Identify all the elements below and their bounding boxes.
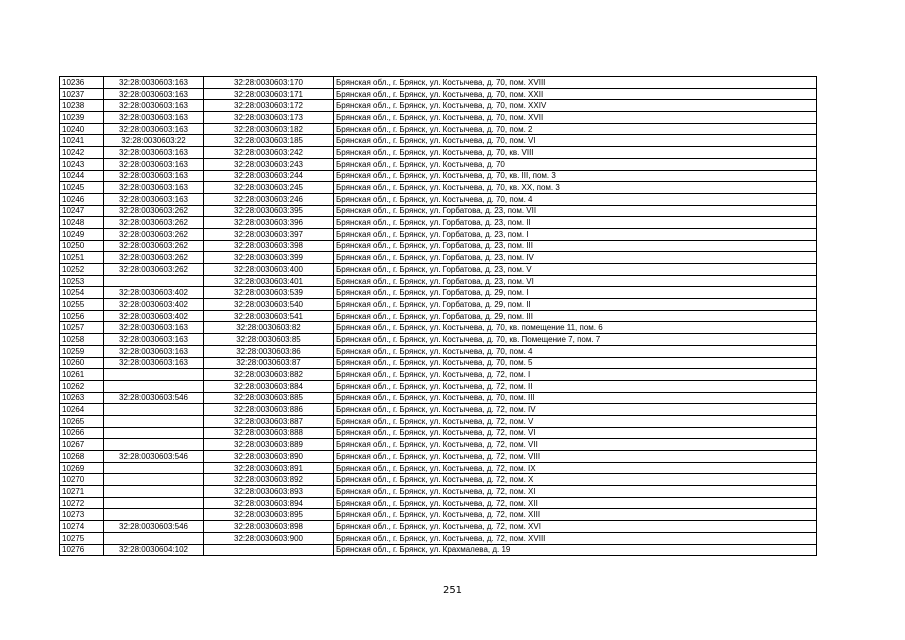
address-cell: Брянская обл., г. Брянск, ул. Костычева, д. 70, кв. помещение 11, пом. 6 (334, 322, 817, 334)
row-number-cell: 10271 (60, 486, 104, 498)
parent-cadastral-number-cell (104, 380, 204, 392)
table-row (60, 264, 817, 276)
address-cell: Брянская обл., г. Брянск, ул. Костычева, д. 70, пом. 5 (334, 357, 817, 369)
cadastral-number-cell: 32:28:0030603:396 (204, 217, 334, 229)
parent-cadastral-number-cell: 32:28:0030603:262 (104, 264, 204, 276)
table-row (60, 462, 817, 474)
table-row (60, 415, 817, 427)
parent-cadastral-number-cell: 32:28:0030603:163 (104, 322, 204, 334)
table-row (60, 392, 817, 404)
parent-cadastral-number-cell (104, 404, 204, 416)
address-cell: Брянская обл., г. Брянск, ул. Костычева, д. 70, пом. XXII (334, 88, 817, 100)
parent-cadastral-number-cell: 32:28:0030603:163 (104, 334, 204, 346)
table-row (60, 205, 817, 217)
parent-cadastral-number-cell (104, 439, 204, 451)
row-number-cell: 10272 (60, 497, 104, 509)
row-number-cell: 10247 (60, 205, 104, 217)
row-number-cell: 10273 (60, 509, 104, 521)
cadastral-number-cell: 32:28:0030603:540 (204, 299, 334, 311)
address-cell: Брянская обл., г. Брянск, ул. Горбатова, д. 23, пом. V (334, 264, 817, 276)
table-row (60, 240, 817, 252)
address-cell: Брянская обл., г. Брянск, ул. Костычева, д. 72, пом. XIII (334, 509, 817, 521)
table-row (60, 100, 817, 112)
cadastral-number-cell: 32:28:0030603:185 (204, 135, 334, 147)
table-row (60, 334, 817, 346)
cadastral-number-cell: 32:28:0030603:172 (204, 100, 334, 112)
parent-cadastral-number-cell: 32:28:0030603:402 (104, 287, 204, 299)
row-number-cell: 10255 (60, 299, 104, 311)
parent-cadastral-number-cell: 32:28:0030603:262 (104, 217, 204, 229)
cadastral-number-cell: 32:28:0030603:246 (204, 193, 334, 205)
cadastral-number-cell: 32:28:0030603:882 (204, 369, 334, 381)
address-cell: Брянская обл., г. Брянск, ул. Костычева, д. 70 (334, 158, 817, 170)
cadastral-number-cell: 32:28:0030603:401 (204, 275, 334, 287)
cadastral-number-cell: 32:28:0030603:171 (204, 88, 334, 100)
address-cell: Брянская обл., г. Брянск, ул. Костычева, д. 72, пом. V (334, 415, 817, 427)
row-number-cell: 10267 (60, 439, 104, 451)
cadastral-number-cell: 32:28:0030603:888 (204, 427, 334, 439)
table-row (60, 310, 817, 322)
row-number-cell: 10262 (60, 380, 104, 392)
table-row (60, 77, 817, 89)
row-number-cell: 10259 (60, 345, 104, 357)
table-row (60, 123, 817, 135)
table-row (60, 380, 817, 392)
row-number-cell: 10243 (60, 158, 104, 170)
table-row (60, 147, 817, 159)
parent-cadastral-number-cell: 32:28:0030603:163 (104, 100, 204, 112)
cadastral-number-cell: 32:28:0030603:894 (204, 497, 334, 509)
table-row (60, 509, 817, 521)
table-row (60, 275, 817, 287)
address-cell: Брянская обл., г. Брянск, ул. Горбатова, д. 23, пом. II (334, 217, 817, 229)
parent-cadastral-number-cell (104, 275, 204, 287)
cadastral-number-cell: 32:28:0030603:182 (204, 123, 334, 135)
address-cell: Брянская обл., г. Брянск, ул. Костычева, д. 70, пом. III (334, 392, 817, 404)
table-row (60, 357, 817, 369)
address-cell: Брянская обл., г. Брянск, ул. Горбатова, д. 29, пом. I (334, 287, 817, 299)
cadastral-number-cell: 32:28:0030603:86 (204, 345, 334, 357)
cadastral-number-cell (204, 544, 334, 556)
parent-cadastral-number-cell: 32:28:0030603:163 (104, 170, 204, 182)
cadastral-number-cell: 32:28:0030603:173 (204, 112, 334, 124)
parent-cadastral-number-cell: 32:28:0030603:546 (104, 521, 204, 533)
table-row (60, 217, 817, 229)
address-cell: Брянская обл., г. Брянск, ул. Горбатова, д. 23, пом. IV (334, 252, 817, 264)
row-number-cell: 10260 (60, 357, 104, 369)
parent-cadastral-number-cell (104, 462, 204, 474)
cadastral-number-cell: 32:28:0030603:893 (204, 486, 334, 498)
address-cell: Брянская обл., г. Брянск, ул. Костычева, д. 72, пом. XI (334, 486, 817, 498)
address-cell: Брянская обл., г. Брянск, ул. Костычева, д. 72, пом. XVI (334, 521, 817, 533)
parent-cadastral-number-cell (104, 486, 204, 498)
table-row (60, 451, 817, 463)
parent-cadastral-number-cell (104, 427, 204, 439)
cadastral-number-cell: 32:28:0030603:243 (204, 158, 334, 170)
table-row (60, 497, 817, 509)
row-number-cell: 10251 (60, 252, 104, 264)
row-number-cell: 10252 (60, 264, 104, 276)
table-row (60, 427, 817, 439)
row-number-cell: 10237 (60, 88, 104, 100)
address-cell: Брянская обл., г. Брянск, ул. Горбатова, д. 23, пом. VII (334, 205, 817, 217)
address-cell: Брянская обл., г. Брянск, ул. Костычева, д. 72, пом. XII (334, 497, 817, 509)
table-row (60, 287, 817, 299)
row-number-cell: 10264 (60, 404, 104, 416)
row-number-cell: 10269 (60, 462, 104, 474)
address-cell: Брянская обл., г. Брянск, ул. Костычева, д. 70, пом. XXIV (334, 100, 817, 112)
table-row (60, 369, 817, 381)
cadastral-number-cell: 32:28:0030603:399 (204, 252, 334, 264)
page-number: 251 (442, 585, 463, 596)
address-cell: Брянская обл., г. Брянск, ул. Горбатова, д. 23, пом. I (334, 228, 817, 240)
cadastral-number-cell: 32:28:0030603:898 (204, 521, 334, 533)
address-cell: Брянская обл., г. Брянск, ул. Костычева, д. 72, пом. X (334, 474, 817, 486)
row-number-cell: 10256 (60, 310, 104, 322)
cadastral-number-cell: 32:28:0030603:398 (204, 240, 334, 252)
address-cell: Брянская обл., г. Брянск, ул. Костычева, д. 72, пом. VIII (334, 451, 817, 463)
parent-cadastral-number-cell: 32:28:0030603:546 (104, 392, 204, 404)
parent-cadastral-number-cell: 32:28:0030603:402 (104, 310, 204, 322)
parent-cadastral-number-cell (104, 369, 204, 381)
parent-cadastral-number-cell: 32:28:0030603:163 (104, 88, 204, 100)
table-row (60, 439, 817, 451)
address-cell: Брянская обл., г. Брянск, ул. Костычева, д. 72, пом. II (334, 380, 817, 392)
row-number-cell: 10263 (60, 392, 104, 404)
row-number-cell: 10268 (60, 451, 104, 463)
row-number-cell: 10238 (60, 100, 104, 112)
cadastral-number-cell: 32:28:0030603:242 (204, 147, 334, 159)
address-cell: Брянская обл., г. Брянск, ул. Костычева, д. 70, пом. XVII (334, 112, 817, 124)
address-cell: Брянская обл., г. Брянск, ул. Костычева, д. 72, пом. IV (334, 404, 817, 416)
table-row (60, 532, 817, 544)
parent-cadastral-number-cell: 32:28:0030603:22 (104, 135, 204, 147)
parent-cadastral-number-cell (104, 509, 204, 521)
cadastral-number-cell: 32:28:0030603:170 (204, 77, 334, 89)
row-number-cell: 10241 (60, 135, 104, 147)
row-number-cell: 10274 (60, 521, 104, 533)
table-row (60, 170, 817, 182)
address-cell: Брянская обл., г. Брянск, ул. Костычева, д. 72, пом. XVIII (334, 532, 817, 544)
table-row (60, 228, 817, 240)
cadastral-number-cell: 32:28:0030603:395 (204, 205, 334, 217)
parent-cadastral-number-cell: 32:28:0030603:262 (104, 252, 204, 264)
row-number-cell: 10249 (60, 228, 104, 240)
table-row (60, 112, 817, 124)
row-number-cell: 10265 (60, 415, 104, 427)
row-number-cell: 10257 (60, 322, 104, 334)
table-row (60, 404, 817, 416)
address-cell: Брянская обл., г. Брянск, ул. Костычева, д. 70, кв. Помещение 7, пом. 7 (334, 334, 817, 346)
row-number-cell: 10275 (60, 532, 104, 544)
address-cell: Брянская обл., г. Брянск, ул. Костычева, д. 70, пом. 4 (334, 345, 817, 357)
parent-cadastral-number-cell: 32:28:0030603:163 (104, 193, 204, 205)
address-cell: Брянская обл., г. Брянск, ул. Костычева, д. 72, пом. VII (334, 439, 817, 451)
parent-cadastral-number-cell: 32:28:0030603:262 (104, 228, 204, 240)
row-number-cell: 10254 (60, 287, 104, 299)
parent-cadastral-number-cell (104, 474, 204, 486)
address-cell: Брянская обл., г. Брянск, ул. Горбатова, д. 23, пом. III (334, 240, 817, 252)
parent-cadastral-number-cell: 32:28:0030603:546 (104, 451, 204, 463)
cadastral-table-body (60, 77, 817, 556)
table-row (60, 486, 817, 498)
parent-cadastral-number-cell: 32:28:0030603:163 (104, 147, 204, 159)
address-cell: Брянская обл., г. Брянск, ул. Горбатова, д. 29, пом. II (334, 299, 817, 311)
table-row (60, 182, 817, 194)
address-cell: Брянская обл., г. Брянск, ул. Костычева, д. 70, пом. XVIII (334, 77, 817, 89)
address-cell: Брянская обл., г. Брянск, ул. Костычева, д. 70, пом. VI (334, 135, 817, 147)
table-row (60, 252, 817, 264)
cadastral-number-cell: 32:28:0030603:245 (204, 182, 334, 194)
parent-cadastral-number-cell: 32:28:0030604:102 (104, 544, 204, 556)
parent-cadastral-number-cell: 32:28:0030603:163 (104, 357, 204, 369)
cadastral-number-cell: 32:28:0030603:891 (204, 462, 334, 474)
parent-cadastral-number-cell: 32:28:0030603:163 (104, 345, 204, 357)
parent-cadastral-number-cell: 32:28:0030603:163 (104, 77, 204, 89)
row-number-cell: 10261 (60, 369, 104, 381)
cadastral-number-cell: 32:28:0030603:87 (204, 357, 334, 369)
address-cell: Брянская обл., г. Брянск, ул. Костычева, д. 70, кв. VIII (334, 147, 817, 159)
parent-cadastral-number-cell (104, 497, 204, 509)
row-number-cell: 10253 (60, 275, 104, 287)
cadastral-number-cell: 32:28:0030603:889 (204, 439, 334, 451)
cadastral-number-cell: 32:28:0030603:890 (204, 451, 334, 463)
cadastral-number-cell: 32:28:0030603:900 (204, 532, 334, 544)
parent-cadastral-number-cell: 32:28:0030603:262 (104, 205, 204, 217)
parent-cadastral-number-cell: 32:28:0030603:163 (104, 112, 204, 124)
table-row (60, 135, 817, 147)
address-cell: Брянская обл., г. Брянск, ул. Костычева, д. 70, кв. XX, пом. 3 (334, 182, 817, 194)
address-cell: Брянская обл., г. Брянск, ул. Костычева, д. 72, пом. VI (334, 427, 817, 439)
row-number-cell: 10244 (60, 170, 104, 182)
parent-cadastral-number-cell: 32:28:0030603:163 (104, 182, 204, 194)
parent-cadastral-number-cell (104, 415, 204, 427)
parent-cadastral-number-cell (104, 532, 204, 544)
table-row (60, 193, 817, 205)
table-row (60, 322, 817, 334)
address-cell: Брянская обл., г. Брянск, ул. Костычева, д. 72, пом. IX (334, 462, 817, 474)
cadastral-table (59, 76, 817, 556)
address-cell: Брянская обл., г. Брянск, ул. Костычева, д. 72, пом. I (334, 369, 817, 381)
row-number-cell: 10250 (60, 240, 104, 252)
table-row (60, 88, 817, 100)
cadastral-number-cell: 32:28:0030603:895 (204, 509, 334, 521)
cadastral-number-cell: 32:28:0030603:886 (204, 404, 334, 416)
address-cell: Брянская обл., г. Брянск, ул. Горбатова, д. 23, пом. VI (334, 275, 817, 287)
table-row (60, 299, 817, 311)
cadastral-number-cell: 32:28:0030603:400 (204, 264, 334, 276)
row-number-cell: 10239 (60, 112, 104, 124)
table-row (60, 158, 817, 170)
table-row (60, 544, 817, 556)
cadastral-number-cell: 32:28:0030603:82 (204, 322, 334, 334)
cadastral-number-cell: 32:28:0030603:541 (204, 310, 334, 322)
address-cell: Брянская обл., г. Брянск, ул. Костычева, д. 70, пом. 4 (334, 193, 817, 205)
row-number-cell: 10245 (60, 182, 104, 194)
cadastral-number-cell: 32:28:0030603:884 (204, 380, 334, 392)
address-cell: Брянская обл., г. Брянск, ул. Костычева, д. 70, кв. III, пом. 3 (334, 170, 817, 182)
parent-cadastral-number-cell: 32:28:0030603:163 (104, 123, 204, 135)
parent-cadastral-number-cell: 32:28:0030603:262 (104, 240, 204, 252)
cadastral-number-cell: 32:28:0030603:539 (204, 287, 334, 299)
row-number-cell: 10276 (60, 544, 104, 556)
cadastral-number-cell: 32:28:0030603:892 (204, 474, 334, 486)
cadastral-number-cell: 32:28:0030603:887 (204, 415, 334, 427)
table-row (60, 474, 817, 486)
cadastral-number-cell: 32:28:0030603:885 (204, 392, 334, 404)
cadastral-number-cell: 32:28:0030603:85 (204, 334, 334, 346)
row-number-cell: 10270 (60, 474, 104, 486)
table-row (60, 345, 817, 357)
cadastral-number-cell: 32:28:0030603:244 (204, 170, 334, 182)
row-number-cell: 10240 (60, 123, 104, 135)
table-row (60, 521, 817, 533)
address-cell: Брянская обл., г. Брянск, ул. Крахмалева, д. 19 (334, 544, 817, 556)
cadastral-number-cell: 32:28:0030603:397 (204, 228, 334, 240)
row-number-cell: 10248 (60, 217, 104, 229)
parent-cadastral-number-cell: 32:28:0030603:163 (104, 158, 204, 170)
row-number-cell: 10258 (60, 334, 104, 346)
row-number-cell: 10266 (60, 427, 104, 439)
address-cell: Брянская обл., г. Брянск, ул. Костычева, д. 70, пом. 2 (334, 123, 817, 135)
row-number-cell: 10246 (60, 193, 104, 205)
address-cell: Брянская обл., г. Брянск, ул. Горбатова, д. 29, пом. III (334, 310, 817, 322)
parent-cadastral-number-cell: 32:28:0030603:402 (104, 299, 204, 311)
row-number-cell: 10236 (60, 77, 104, 89)
row-number-cell: 10242 (60, 147, 104, 159)
